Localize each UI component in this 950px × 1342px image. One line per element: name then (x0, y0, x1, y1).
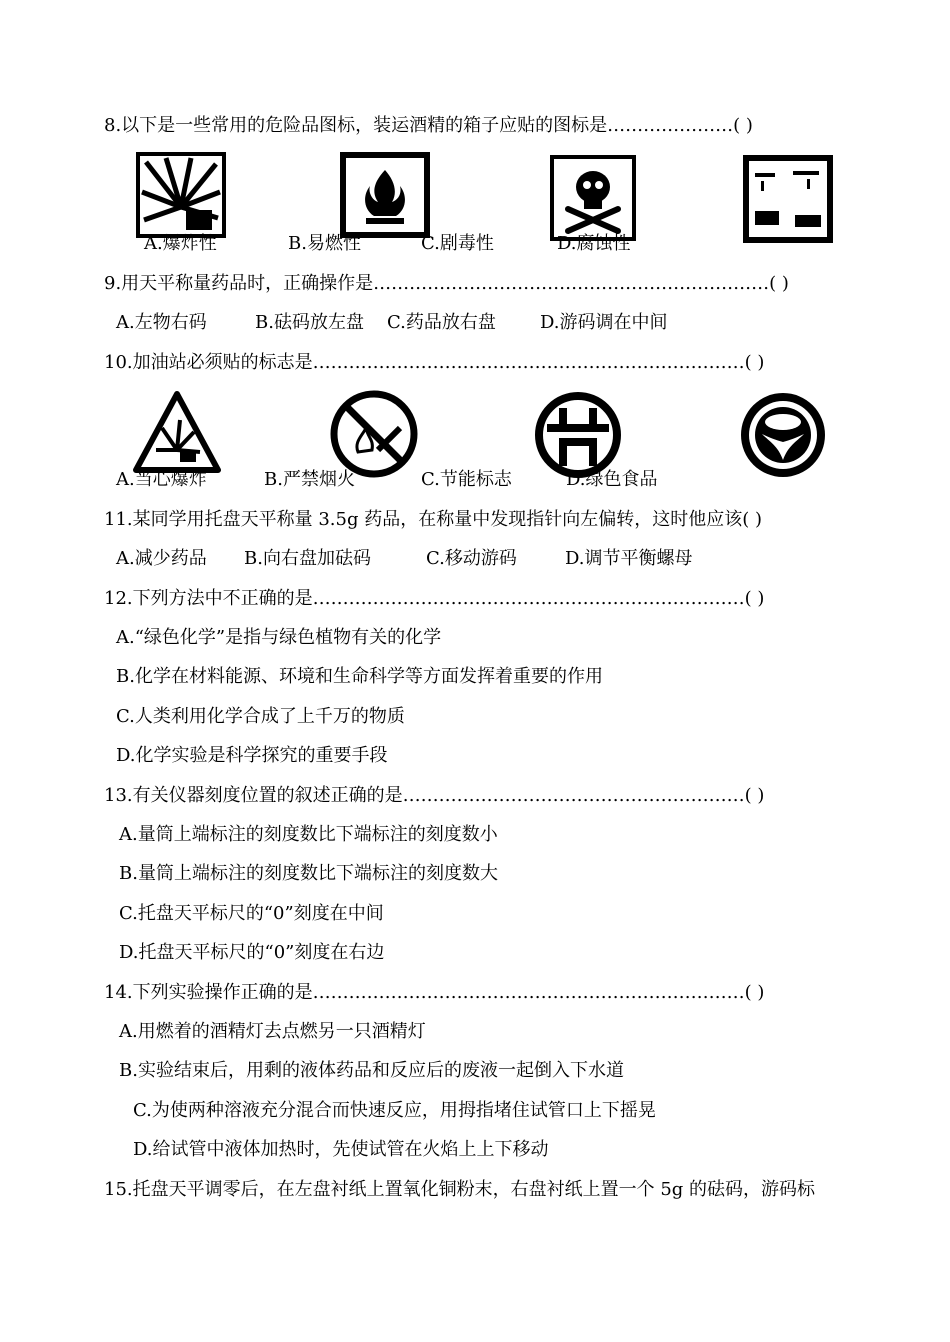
q11-option-c: C.移动游码 (426, 548, 517, 569)
q12-option-a: A.“绿色化学”是指与绿色植物有关的化学 (116, 627, 442, 648)
q9-option-d: D.游码调在中间 (540, 312, 668, 333)
q13-option-c: C.托盘天平标尺的“0”刻度在中间 (119, 903, 384, 924)
q13-option-b: B.量筒上端标注的刻度数比下端标注的刻度数大 (119, 863, 498, 884)
q10-option-a: A.当心爆炸 (116, 469, 207, 490)
q14-stem: 14.下列实验操作正确的是………………………………………………………………( ) (104, 982, 765, 1003)
q8-option-c: C.剧毒性 (421, 233, 494, 254)
q8-option-b: B.易燃性 (288, 233, 361, 254)
q13-option-a: A.量筒上端标注的刻度数比下端标注的刻度数小 (119, 824, 498, 845)
toxic-icon (550, 155, 636, 241)
flammable-icon (340, 152, 430, 238)
explosion-warning-icon (132, 390, 222, 474)
q8-option-d: D.腐蚀性 (557, 233, 631, 254)
q11-stem: 11.某同学用托盘天平称量 3.5g 药品，在称量中发现指针向左偏转，这时他应该( ) (104, 509, 762, 530)
energy-saving-icon (533, 390, 623, 480)
q12-option-b: B.化学在材料能源、环境和生命科学等方面发挥着重要的作用 (116, 666, 603, 687)
q8-option-a: A.爆炸性 (144, 233, 217, 254)
q10-option-c: C.节能标志 (421, 469, 512, 490)
corrosive-icon (743, 155, 833, 243)
q14-option-d: D.给试管中液体加热时，先使试管在火焰上上下移动 (133, 1139, 549, 1160)
no-smoking-icon (328, 388, 420, 480)
q9-option-b: B.砝码放左盘 (255, 312, 364, 333)
q12-option-d: D.化学实验是科学探究的重要手段 (116, 745, 388, 766)
q9-stem: 9.用天平称量药品时，正确操作是…………………………………………………………( ) (104, 273, 789, 294)
q8-stem: 8.以下是一些常用的危险品图标，装运酒精的箱子应贴的图标是…………………( ) (104, 115, 753, 136)
q9-option-c: C.药品放右盘 (387, 312, 496, 333)
q11-option-a: A.减少药品 (116, 548, 207, 569)
green-food-icon (738, 390, 828, 480)
q11-option-d: D.调节平衡螺母 (565, 548, 693, 569)
explosive-icon (136, 152, 226, 238)
q13-stem: 13.有关仪器刻度位置的叙述正确的是…………………………………………………( ) (104, 785, 765, 806)
q9-option-a: A.左物右码 (116, 312, 207, 333)
q12-stem: 12.下列方法中不正确的是………………………………………………………………( ) (104, 588, 765, 609)
q10-option-d: D.绿色食品 (566, 469, 658, 490)
q10-option-b: B.严禁烟火 (264, 469, 355, 490)
q13-option-d: D.托盘天平标尺的“0”刻度在右边 (119, 942, 385, 963)
q14-option-b: B.实验结束后，用剩的液体药品和反应后的废液一起倒入下水道 (119, 1060, 624, 1081)
q14-option-c: C.为使两种溶液充分混合而快速反应，用拇指堵住试管口上下摇晃 (133, 1100, 656, 1121)
q10-stem: 10.加油站必须贴的标志是………………………………………………………………( ) (104, 352, 765, 373)
q11-option-b: B.向右盘加砝码 (244, 548, 371, 569)
q15-stem: 15.托盘天平调零后，在左盘衬纸上置氧化铜粉末，右盘衬纸上置一个 5g 的砝码，游码标 (104, 1179, 816, 1200)
q12-option-c: C.人类利用化学合成了上千万的物质 (116, 706, 405, 727)
q14-option-a: A.用燃着的酒精灯去点燃另一只酒精灯 (119, 1021, 426, 1042)
